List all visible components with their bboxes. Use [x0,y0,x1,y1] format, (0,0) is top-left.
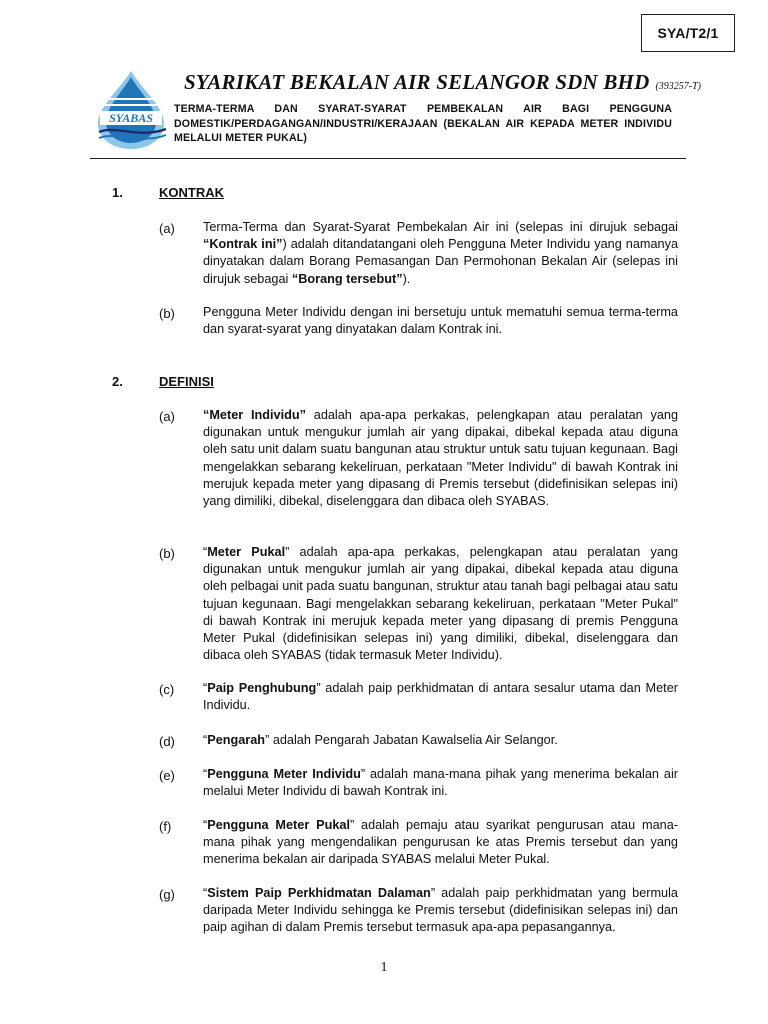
item-label: (e) [159,768,175,783]
defined-term: “Borang tersebut” [291,271,403,286]
company-regno: (393257-T) [655,81,702,92]
item-label: (f) [159,819,172,834]
section-title: KONTRAK [159,185,224,200]
definition-2b: “Meter Pukal” adalah apa-apa perkakas, pelengkapan atau peralatan yang digunakan untuk mengukur jumlah air yang dipakai, dibekal kepada atau diguna oleh pelbagai unit pada suatu bangunan, struktur atau tanah bagi pelbagai atau satu tujuan kegunaan. Bagi mengelakkan sebarang kekeliruan, perkataan "Meter Pukal" di bawah Kontrak ini merujuk kepada meter yang dipasang di premis Pengguna Meter Pukal (didefinisikan selepas ini) yang dimiliki, dibekal, diselenggara dan dibaca oleh SYABAS (tidak termasuk Meter Individu). [203,545,679,663]
defined-term: Sistem Paip Perkhidmatan Dalaman [207,886,431,900]
item-label: (b) [159,306,175,321]
item-label: (d) [159,734,175,749]
item-label: (a) [159,409,175,424]
defined-term: Pengguna Meter Pukal [207,818,350,832]
document-subtitle: TERMA-TERMA DAN SYARAT-SYARAT PEMBEKALAN AIR BAGI PENGGUNA DOMESTIK/PERDAGANGAN/INDUSTRI/KERAJAAN (BEKALAN AIR KEPADA METER INDIVIDU MELALUI METER PUKAL) [174,103,672,144]
item-label: (b) [159,546,175,561]
item-label: (a) [159,221,175,236]
item-label: (c) [159,682,175,697]
document-code-box [641,14,735,52]
item-label: (g) [159,887,175,902]
definition-2a: “Meter Individu” adalah apa-apa perkakas, pelengkapan atau peralatan yang digunakan untuk mengukur jumlah air yang dipakai, dibekal kepada atau diguna oleh satu unit dalam suatu bangunan atau struktur untuk satu tujuan kegunaan. Bagi mengelakkan sebarang kekeliruan, perkataan "Meter Individu" di bawah Kontrak ini merujuk kepada meter yang dipasang di Premis tersebut (didefinisikan selepas ini) yang dimiliki, dibekal, diselenggara dan dibaca oleh SYABAS. [203,408,679,509]
defined-term: Paip Penghubung [207,681,317,695]
definition-2d: “Pengarah” adalah Pengarah Jabatan Kawalselia Air Selangor. [203,733,558,747]
logo-text: SYABAS [109,111,153,125]
section-number: 2. [112,374,123,389]
section-title: DEFINISI [159,374,214,389]
defined-term: Pengguna Meter Individu [207,767,361,781]
clause-1b: Pengguna Meter Individu dengan ini bersetuju untuk mematuhi semua terma-terma dan syarat-syarat yang dinyatakan dalam Kontrak ini. [203,305,678,337]
definition-2c: “Paip Penghubung” adalah paip perkhidmatan di antara sesalur utama dan Meter Individu. [203,681,678,713]
page-number: 1 [380,960,388,975]
header-divider [90,158,686,159]
section-number: 1. [112,185,123,200]
definition-2g: “Sistem Paip Perkhidmatan Dalaman” adalah paip perkhidmatan yang bermula daripada Meter Individu sehingga ke Premis tersebut (didefinisikan selepas ini) dan paip agihan di dalam Premis tersebut termasuk apa-apa pepasangannya. [203,886,678,935]
definition-2e: “Pengguna Meter Individu” adalah mana-mana pihak yang menerima bekalan air melalui Meter Individu di bawah Kontrak ini. [203,767,678,799]
document-code: SYA/T2/1 [657,25,719,41]
clause-1a: Terma-Terma dan Syarat-Syarat Pembekalan Air ini (selepas ini dirujuk sebagai “Kontrak ini”) adalah ditandatangani oleh Pengguna Meter Individu yang namanya dinyatakan dalam Borang Pemasangan Dan Permohonan Bekalan Air (selepas ini dirujuk sebagai “Borang tersebut”). [203,220,678,286]
syabas-logo [90,69,172,151]
company-name: SYARIKAT BEKALAN AIR SELANGOR SDN BHD [184,70,650,94]
defined-term: Meter Pukal [207,545,286,559]
defined-term: “Meter Individu” [203,408,306,422]
definition-2f: “Pengguna Meter Pukal” adalah pemaju atau syarikat pengurusan atau mana-mana pihak yang mengendalikan pengurusan ke atas Premis tersebut dan yang menerima bekalan air daripada SYABAS melalui Meter Pukal. [203,818,678,867]
defined-term: “Kontrak ini” [203,237,283,252]
defined-term: Pengarah [207,733,266,747]
company-name-line [184,70,704,95]
